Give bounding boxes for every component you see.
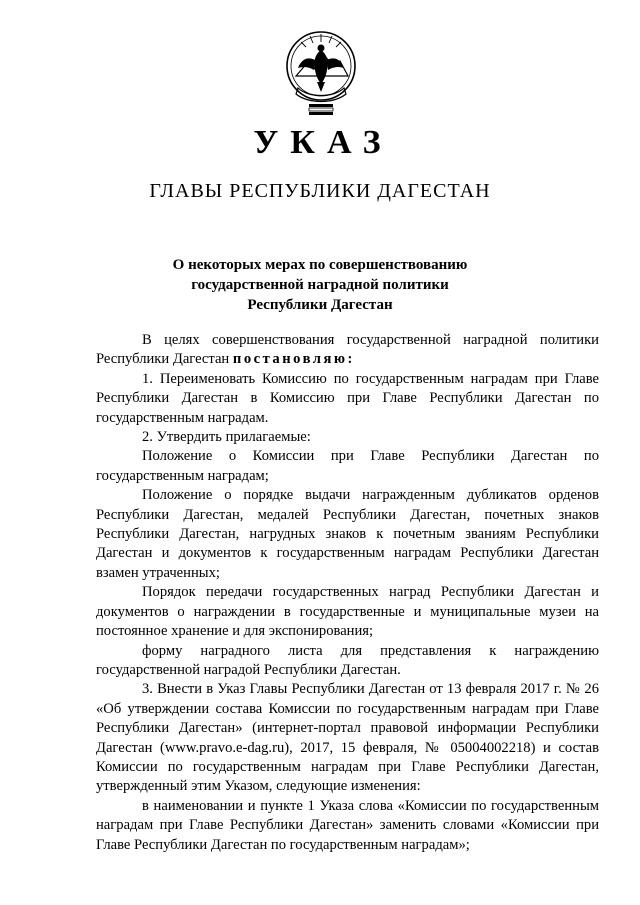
decree-heading	[150, 255, 490, 315]
paragraph-procedure-museums: Порядок передачи государственных наград Республики Дагестан и документов о награждении в государственные и муниципальные музеи на постоянное хранение и для экспонирования;	[96, 584, 599, 640]
coat-of-arms-icon	[282, 24, 360, 116]
paragraph-award-form: форму наградного листа для представления к награждению государственной наградой Республики Дагестан.	[96, 642, 599, 678]
heading-line: государственной наградной политики	[191, 277, 449, 293]
preamble-text: В целях совершенствования государственной наградной политики Республики Дагестан	[96, 332, 599, 368]
heading-line: О некоторых мерах по совершенствованию	[172, 257, 468, 273]
paragraph-item-3: 3. Внести в Указ Главы Республики Дагестан от 13 февраля 2017 г. № 26 «Об утверждении состава Комиссии по государственным наградам при Главе Республики Дагестан» (интернет-портал правовой информации Республики Дагестан (www.pravo.e-dag.ru), 2017, 15 февраля, № 05004002218) и состав Комиссии по государственным наградам при Главе Республики Дагестан, утвержденный этим Указом, следующие изменения:	[96, 681, 599, 795]
paragraph-preamble	[96, 331, 599, 370]
paragraph-regulation-commission: Положение о Комиссии при Главе Республики Дагестан по государственным наградам;	[96, 448, 599, 484]
decree-verb: постановляю:	[232, 351, 355, 368]
heading-line: Республики Дагестан	[247, 297, 393, 313]
document-subtitle: ГЛАВЫ РЕСПУБЛИКИ ДАГЕСТАН	[149, 180, 491, 202]
decree-body	[96, 331, 599, 855]
paragraph-item-2: 2. Утвердить прилагаемые:	[142, 429, 311, 446]
paragraph-item-1: 1. Переименовать Комиссию по государственным наградам при Главе Республики Дагестан в Комиссию при Главе Республики Дагестан по государственным наградам.	[96, 370, 599, 426]
document-title: УКАЗ	[253, 124, 393, 161]
paragraph-amendment: в наименовании и пункте 1 Указа слова «Комиссии по государственным наградам при Главе Республики Дагестан» заменить словами «Комиссии при Главе Республики Дагестан по государственным наградам»;	[96, 797, 599, 853]
paragraph-regulation-duplicates: Положение о порядке выдачи награжденным дубликатов орденов Республики Дагестан, медалей Республики Дагестан, почетных знаков Республики Дагестан, нагрудных знаков к почетным званиям Республики Дагестан и документов к государственным наградам Республики Дагестан взамен утраченных;	[96, 487, 599, 581]
